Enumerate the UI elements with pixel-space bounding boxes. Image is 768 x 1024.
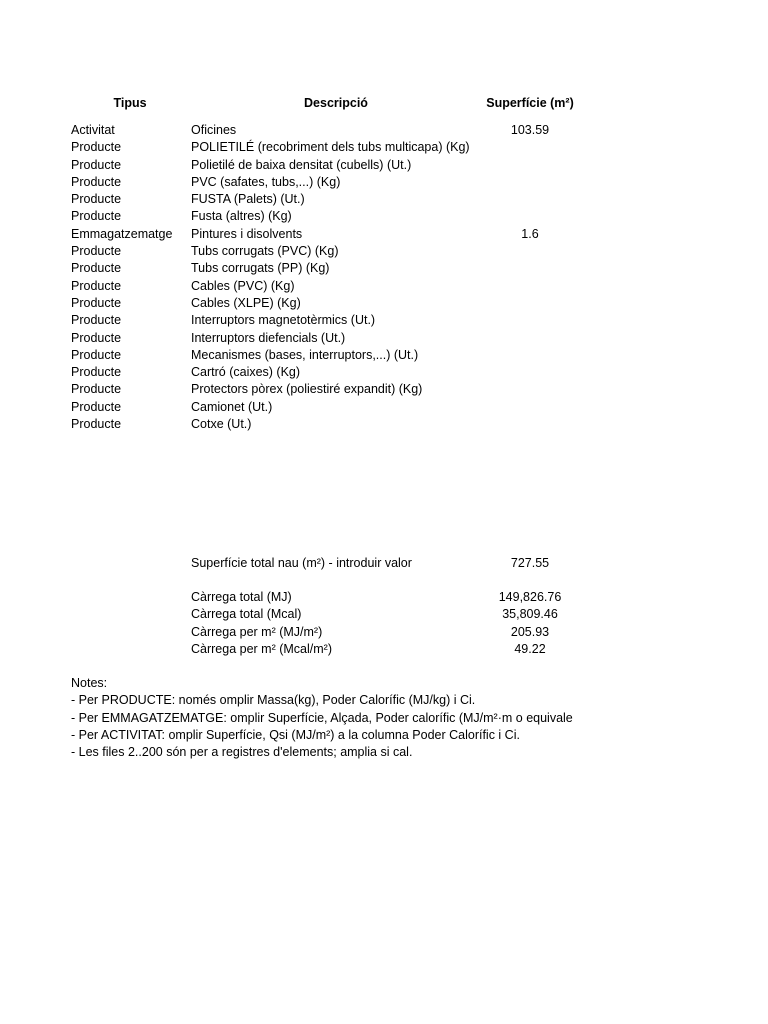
carrega-m2-mcal-value: 49.22 [514, 642, 546, 656]
carrega-m2-mcal-label: Càrrega per m² (Mcal/m²) [191, 642, 332, 656]
table-row [0, 295, 768, 312]
cell-descripcio[interactable]: Cables (XLPE) (Kg) [191, 295, 301, 310]
cell-descripcio[interactable]: Protectors pòrex (poliestiré expandit) (Kg) [191, 382, 423, 397]
cell-superficie[interactable]: 103.59 [510, 123, 550, 137]
cell-tipus[interactable]: Producte [71, 140, 122, 155]
table-row [0, 416, 768, 433]
summary-carrega-total-mcal [0, 606, 768, 623]
cell-tipus[interactable]: Producte [71, 174, 122, 189]
table-row [0, 157, 768, 174]
note-files: - Les files 2..200 són per a registres d'elements; amplia si cal. [71, 745, 413, 760]
table-row [0, 122, 768, 139]
cell-tipus[interactable]: Producte [71, 244, 122, 259]
cell-tipus[interactable]: Producte [71, 209, 122, 224]
carrega-total-mcal-value: 35,809.46 [502, 607, 558, 621]
cell-descripcio[interactable]: Tubs corrugats (PP) (Kg) [191, 261, 330, 276]
header-tipus: Tipus [113, 96, 147, 110]
cell-descripcio[interactable]: Cotxe (Ut.) [191, 417, 252, 432]
cell-tipus[interactable]: Producte [71, 192, 122, 207]
table-row [0, 312, 768, 329]
carrega-total-mj-label: Càrrega total (MJ) [191, 590, 292, 604]
summary-carrega-m2-mj [0, 624, 768, 641]
superficie-total-value[interactable]: 727.55 [510, 556, 550, 570]
header-descripcio: Descripció [304, 96, 368, 110]
carrega-total-mcal-label: Càrrega total (Mcal) [191, 607, 302, 621]
cell-tipus[interactable]: Producte [71, 278, 122, 293]
cell-tipus[interactable]: Producte [71, 365, 122, 380]
carrega-m2-mj-label: Càrrega per m² (MJ/m²) [191, 625, 323, 639]
cell-descripcio[interactable]: Oficines [191, 123, 237, 137]
cell-descripcio[interactable]: Polietilé de baixa densitat (cubells) (Ut.) [191, 157, 412, 172]
summary-carrega-total-mj [0, 589, 768, 606]
cell-descripcio[interactable]: Cables (PVC) (Kg) [191, 278, 295, 293]
carrega-m2-mj-value: 205.93 [510, 625, 550, 639]
table-row [0, 191, 768, 208]
summary-superficie-total [0, 555, 768, 572]
table-row [0, 381, 768, 398]
table-row [0, 208, 768, 225]
cell-superficie[interactable]: 1.6 [521, 226, 539, 241]
cell-tipus[interactable]: Producte [71, 295, 122, 310]
cell-tipus[interactable]: Producte [71, 399, 122, 414]
carrega-total-mj-value: 149,826.76 [498, 590, 562, 604]
cell-descripcio[interactable]: PVC (safates, tubs,...) (Kg) [191, 174, 341, 189]
note-producte: - Per PRODUCTE: només omplir Massa(kg), Poder Calorífic (MJ/kg) i Ci. [71, 693, 476, 708]
cell-descripcio[interactable]: Mecanismes (bases, interruptors,...) (Ut.) [191, 347, 419, 362]
cell-descripcio[interactable]: FUSTA (Palets) (Ut.) [191, 192, 305, 207]
cell-tipus[interactable]: Producte [71, 347, 122, 362]
notes-title: Notes: [71, 676, 108, 690]
cell-tipus[interactable]: Producte [71, 330, 122, 345]
cell-tipus[interactable]: Producte [71, 313, 122, 328]
table-row [0, 174, 768, 191]
table-row [0, 330, 768, 347]
cell-tipus[interactable]: Emmagatzematge [71, 226, 173, 241]
table-row [0, 226, 768, 243]
note-activitat: - Per ACTIVITAT: omplir Superfície, Qsi (MJ/m²) a la columna Poder Calorífic i Ci. [71, 727, 520, 742]
note-emmagatzematge: - Per EMMAGATZEMATGE: omplir Superfície, Alçada, Poder calorífic (MJ/m²·m o equivale [71, 710, 573, 725]
table-row [0, 278, 768, 295]
table-row [0, 347, 768, 364]
cell-tipus[interactable]: Producte [71, 417, 122, 432]
table-row [0, 260, 768, 277]
cell-descripcio[interactable]: Interruptors magnetotèrmics (Ut.) [191, 313, 376, 328]
cell-descripcio[interactable]: Camionet (Ut.) [191, 399, 273, 414]
table-row [0, 364, 768, 381]
superficie-total-label: Superfície total nau (m²) - introduir valor [191, 556, 412, 570]
cell-descripcio[interactable]: Fusta (altres) (Kg) [191, 209, 292, 224]
element-table [0, 122, 768, 433]
cell-descripcio[interactable]: Cartró (caixes) (Kg) [191, 365, 301, 380]
cell-descripcio[interactable]: Interruptors diefencials (Ut.) [191, 330, 346, 345]
cell-tipus[interactable]: Activitat [71, 123, 115, 137]
cell-descripcio[interactable]: Pintures i disolvents [191, 226, 303, 241]
table-row [0, 243, 768, 260]
table-row [0, 139, 768, 156]
header-superficie: Superfície (m²) [486, 96, 574, 110]
cell-tipus[interactable]: Producte [71, 382, 122, 397]
cell-descripcio[interactable]: POLIETILÉ (recobriment dels tubs multicapa) (Kg) [191, 140, 470, 155]
cell-descripcio[interactable]: Tubs corrugats (PVC) (Kg) [191, 244, 339, 259]
cell-tipus[interactable]: Producte [71, 157, 122, 172]
summary-carrega-m2-mcal [0, 641, 768, 658]
cell-tipus[interactable]: Producte [71, 261, 122, 276]
notes-block [71, 675, 579, 761]
table-row [0, 399, 768, 416]
